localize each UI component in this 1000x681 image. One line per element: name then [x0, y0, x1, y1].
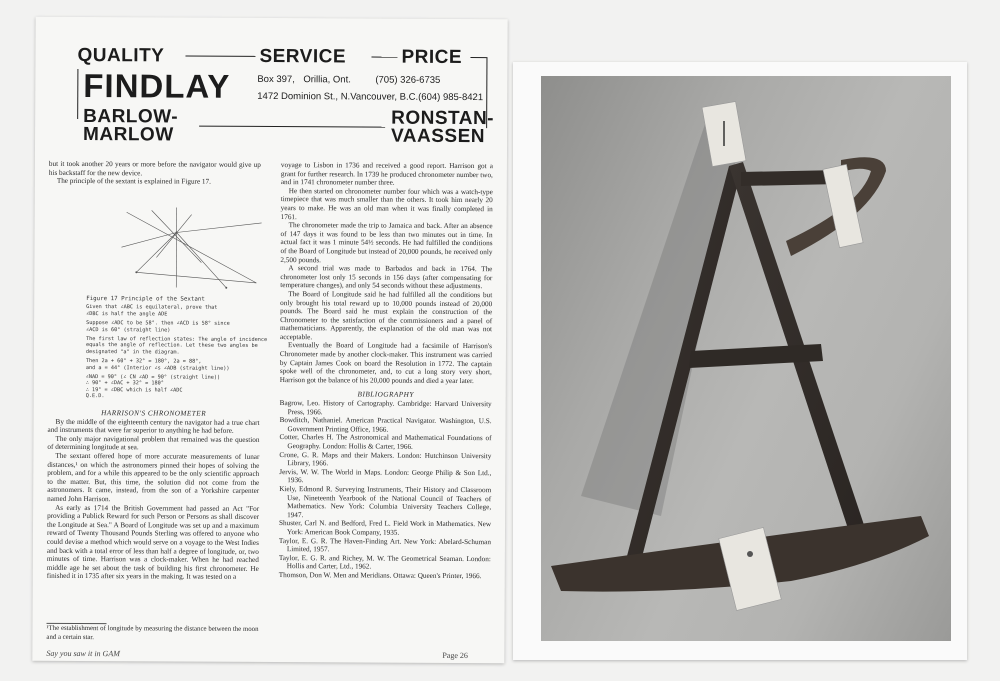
- ad-brand-barlow: BARLOW-: [83, 106, 179, 128]
- bibliography-entry: Jervis, W. W. The World in Maps. London: George Philip & Son Ltd., 1936.: [279, 467, 492, 485]
- figure-line: equals the angle of reflection. Let these two angles be: [85, 342, 258, 350]
- bibliography-entry: Crone, G. R. Maps and their Makers. London: Hutchinson University Library, 1966.: [279, 450, 492, 468]
- bibliography-entry: Bowditch, Nathaniel. American Practical Navigator. Washington, U.S. Government Printing Office, 1966.: [279, 416, 492, 434]
- sextant-diagram: [116, 202, 266, 293]
- ad-price: PRICE: [401, 46, 463, 69]
- bibliography-entry: Taylor, E. G. R. The Haven-Finding Art. New York: Abelard-Schuman Limited, 1957.: [278, 536, 491, 554]
- paragraph: but it took another 20 years or more before the navigator would give up his backstaff for the new device.: [48, 159, 261, 177]
- magazine-page: [32, 17, 507, 663]
- ad-address: Box 397,: [257, 73, 295, 86]
- ad-brand-vaassen: VAASSEN: [391, 125, 486, 148]
- ad-phone: (705) 326-6735: [375, 74, 441, 86]
- footer-left: Say you saw it in GAM: [46, 648, 120, 659]
- page-number: Page 26: [442, 650, 468, 661]
- ad-rule: [371, 57, 397, 58]
- vane-pinhole: [747, 551, 753, 557]
- figure-line: Q.E.D.: [85, 393, 105, 400]
- figure-caption: Figure 17 Principle of the Sextant: [86, 296, 205, 303]
- left-column-top: [49, 160, 261, 187]
- figure-line: Suppose ∠ADC to be 58°. then ∠ACD is 58° since: [86, 320, 230, 328]
- bibliography-entry: Taylor, E. G. R. and Richey, M. W. The Geometrical Seaman. London: Hollis and Carter, Ltd., 1962.: [278, 553, 491, 571]
- sextant-figure: [86, 202, 307, 413]
- octant-illustration: [541, 76, 951, 641]
- paragraph: voyage to Lisbon in 1736 and received a good report. Harrison got a grant for further research. In 1739 he produced chronometer number two, and in 1741 chronometer number three.: [280, 161, 493, 187]
- ad-rule: [470, 57, 486, 58]
- ad-rule: [185, 56, 255, 57]
- ad-address-vancouver: 1472 Dominion St., N.Vancouver, B.C.(604) 985-8421: [257, 90, 484, 104]
- ad-service: SERVICE: [259, 45, 347, 68]
- paragraph: The principle of the sextant is explained in Figure 17.: [56, 177, 211, 186]
- paragraph: The chronometer made the trip to Jamaica and back. After an absence of 147 days it was found to be less than two minutes out in time. In actual fact it was 1 minute 54½ seconds. He had fulfilled the conditions of the Board of Longitude but instead of 20,000 pounds, he received only 2,500 pounds.: [280, 221, 493, 264]
- right-column: [279, 161, 493, 581]
- bibliography-entry: Kiely, Edmond R. Surveying Instruments, Their History and Classroom Use, Nineteenth Yearbook of the National Council of Teachers of Mathematics. New York: Columbia University Teachers College, 1947.: [279, 485, 492, 519]
- section-heading: HARRISON'S CHRONOMETER: [101, 409, 207, 418]
- figure-line: ∠DBC is half the angle ADE: [86, 310, 168, 318]
- bibliography-entry: Shuster, Carl N. and Bedford, Fred L. Field Work in Mathematics. New York: American Book Company, 1935.: [279, 519, 492, 537]
- figure-line: ∴ 90° + ∠DAC + 32° = 180°: [85, 380, 164, 387]
- figure-text: [86, 296, 302, 401]
- paragraph: The only major navigational problem that remained was the question of determining longitude at sea.: [47, 434, 260, 452]
- bibliography-entry: Bagrow, Leo. History of Cartography. Cambridge: Harvard University Press, 1966.: [279, 399, 492, 416]
- figure-line: ∴ 19° = ∠DBC which is half ∠ADC: [85, 386, 183, 394]
- ad-rule: [199, 126, 385, 128]
- footnote: [46, 625, 258, 643]
- findlay-advertisement: [77, 44, 495, 148]
- ad-rule: [77, 69, 78, 119]
- paragraph: He then started on chronometer number four which was a watch-type timepiece that was much smaller than the others. It took him nearly 20 years to make. He was an old man when it was finally completed in 1761.: [280, 186, 493, 221]
- octant-photograph: [541, 76, 951, 641]
- paragraph: The Board of Longitude said he had fulfilled all the conditions but only brought his total reward up to 10,000 pounds instead of 20,000 pounds. The Board said he must explain the construction of the Chronometer to the satisfaction of the commissioners and a panel of mathematicians. Apparently, the explanation of the old man was not acceptable.: [279, 290, 493, 342]
- bibliography-list: [279, 399, 492, 581]
- ad-brand-ronstan: RONSTAN-: [391, 107, 495, 130]
- ad-brand-marlow: MARLOW: [83, 124, 174, 146]
- figure-line: ∠NAD = 90° (∠ CN ∠AD = 90° (straight line)): [85, 374, 221, 381]
- figure-line: designated "a" in the diagram.: [85, 348, 180, 356]
- bibliography-entry: Cotter, Charles H. The Astronomical and Mathematical Foundations of Geography. London: Hollis & Carter, 1966.: [279, 433, 492, 451]
- left-column-bottom: [47, 409, 260, 582]
- figure-line: and a = 44° (Interior ∠s ∠ADB (straight line)): [85, 364, 230, 372]
- bibliography-heading: BIBLIOGRAPHY: [357, 390, 414, 400]
- footnote-text: ¹The establishment of longitude by measuring the distance between the moon and a certain star.: [46, 624, 259, 641]
- figure-line: The first law of reflection states: The angle of incidence: [85, 336, 268, 344]
- paragraph: A second trial was made to Barbados and back in 1764. The chronometer lost only 15 seconds in 156 days (after compensating for temperature changes), and only 54 seconds without these adjustments.: [280, 264, 493, 291]
- paragraph: By the middle of the eighteenth century the navigator had a true chart and instruments that were far superior to anything he had before.: [47, 417, 260, 435]
- bibliography-entry: Thomson, Don W. Men and Meridians. Ottawa: Queen's Printer, 1966.: [278, 570, 482, 581]
- ad-quality: QUALITY: [77, 44, 165, 67]
- ad-city: Orillia, Ont.: [303, 74, 351, 86]
- figure-line: Given that ∠ABC is equilateral, prove that: [86, 304, 218, 312]
- ad-brand-findlay: FINDLAY: [83, 67, 231, 105]
- figure-line: Then 2a + 60° + 32° = 180°, 2a = 88°,: [85, 358, 202, 365]
- paragraph: The sextant offered hope of more accurate measurements of lunar distances,¹ on which the astronomers pinned their hopes of solving the problem, and for a while this appeared to be the only scientific approach to the matter. But, this time, the solution did not come from the astronomers. It came, instead, from the son of a Yorkshire carpenter named John Harrison.: [47, 451, 260, 504]
- paragraph: Eventually the Board of Longitude had a facsimile of Harrison's Chronometer made by another clock-maker. This instrument was carried by Captain James Cook on board the Resolution in 1772. The captain spoke well of the chronometer, and, to cut a long story very short, Harrison got the balance of his 20,000 pounds and died a year later.: [279, 341, 492, 385]
- figure-line: ∠ACD is 60° (straight line): [86, 326, 171, 334]
- paragraph: As early as 1714 the British Government had passed an Act "For providing a Publick Reward for such Person or Persons as shall discover the Longitude at Sea." A Board of Longitude was set up and a maximum reward of Twenty Thousand Pounds Sterling was offered to anyone who could devise a method which would serve on a voyage to the West Indies and back with a total error of less than half a degree of longitude, or, two minutes of time. Harrison was a clock-maker. When he had reached middle age he set about the task of building his first chronometer. He finished it in 1735 after six years in the making. It was tested on a: [46, 503, 260, 582]
